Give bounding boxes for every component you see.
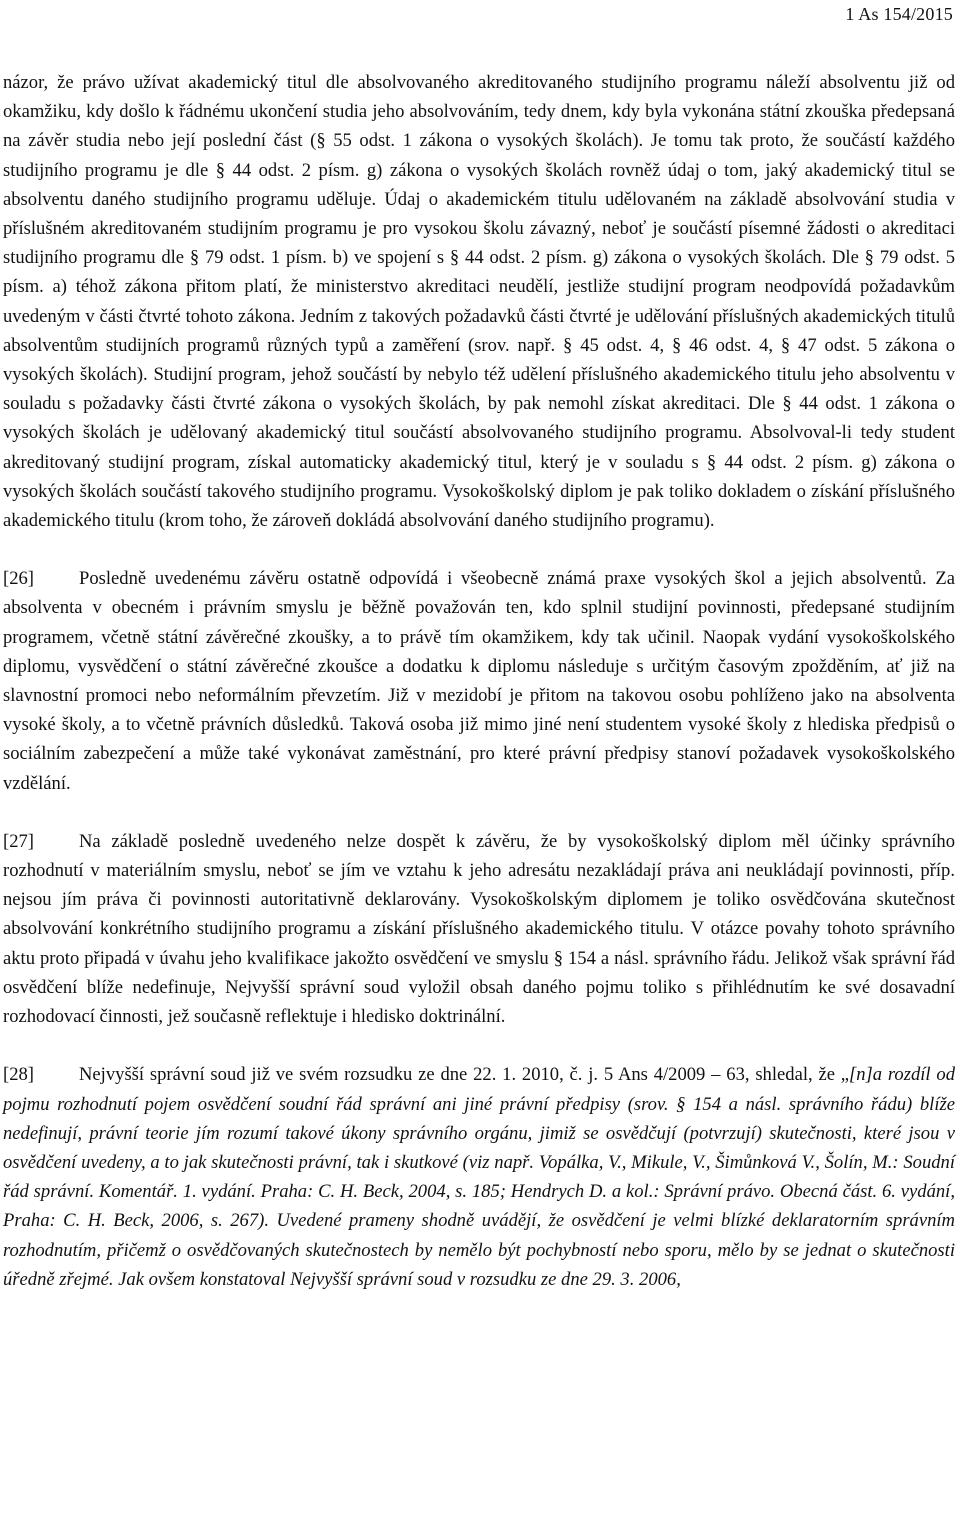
paragraph-text: Na základě posledně uvedeného nelze dospět k závěru, že by vysokoškolský diplom měl účinky správního rozhodnutí v materiálním smyslu, neboť se jím ve vztahu k jeho adresátu nezakládají práva ani neukládají povinnosti, příp. nejsou jím práva či povinnosti autoritativně deklarovány. Vysokoškolským diplomem je toliko osvědčována skutečnost absolvování konkrétního studijního programu a získání příslušného akademického titulu. V otázce povahy tohoto správního aktu proto připadá v úvahu jeho kvalifikace jakožto osvědčení ve smyslu § 154 a násl. správního řádu. Jelikož však správní řád osvědčení blíže nedefinuje, Nejvyšší správní soud vyložil obsah daného pojmu toliko s přihlédnutím ke své dosavadní rozhodovací činnosti, jež současně reflektuje i hledisko doktrinální.: [3, 830, 955, 1028]
paragraph-26: [3, 564, 955, 798]
paragraph-number: [28]: [3, 1064, 34, 1086]
paragraph-gap: [3, 1031, 955, 1060]
document-body: [3, 68, 955, 1294]
paragraph-28: [3, 1060, 955, 1294]
case-number-header: 1 As 154/2015: [845, 4, 953, 24]
paragraph-27: [3, 827, 955, 1031]
paragraph-number: [27]: [3, 830, 34, 852]
paragraph-continuation: názor, že právo užívat akademický titul dle absolvovaného akreditovaného studijního programu náleží absolventu již od okamžiku, kdy došlo k řádnému ukončení studia jeho absolvováním, tedy dnem, kdy byla vykonána státní zkouška předepsaná na závěr studia nebo její poslední část (§ 55 odst. 1 zákona o vysokých školách). Je tomu tak proto, že součástí každého studijního programu je dle § 44 odst. 2 písm. g) zákona o vysokých školách rovněž údaj o tom, jaký akademický titul se absolventu daného studijního programu uděluje. Údaj o akademickém titulu udělovaném na základě absolvování studia v příslušném akreditovaném studijním programu je pro vysokou školu závazný, neboť je součástí písemné žádosti o akreditaci studijního programu dle § 79 odst. 1 písm. b) ve spojení s § 44 odst. 2 písm. g) zákona o vysokých školách. Dle § 79 odst. 5 písm. a) téhož zákona přitom platí, že ministerstvo akreditaci neudělí, jestliže studijní program neodpovídá požadavkům uvedeným v části čtvrté tohoto zákona. Jedním z takových požadavků části čtvrté je udělování příslušných akademických titulů absolventům studijních programů různých typů a zaměření (srov. např. § 45 odst. 4, § 46 odst. 4, § 47 odst. 5 zákona o vysokých školách). Studijní program, jehož součástí by nebylo též udělení příslušného akademického titulu jeho absolventu v souladu s požadavky části čtvrté zákona o vysokých školách, by pak nemohl získat akreditaci. Dle § 44 odst. 1 zákona o vysokých školách je udělovaný akademický titul součástí absolvovaného studijního programu. Absolvoval-li tedy student akreditovaný studijní program, získal automaticky akademický titul, který je v souladu s § 44 odst. 2 písm. g) zákona o vysokých školách součástí takového studijního programu. Vysokoškolský diplom je pak toliko dokladem o získání příslušného akademického titulu (krom toho, že zároveň dokládá absolvování daného studijního programu).: [3, 72, 955, 532]
paragraph-text: Posledně uvedenému závěru ostatně odpovídá i všeobecně známá praxe vysokých škol a jejich absolventů. Za absolventa v obecném i právním smyslu je běžně považován ten, kdo splnil studijní povinnosti, předepsané studijním programem, včetně státní závěrečné zkoušky, a to právě tím okamžikem, kdy tak učinil. Naopak vydání vysokoškolského diplomu, vysvědčení o státní závěrečné zkoušce a dodatku k diplomu následuje s určitým časovým zpožděním, ať již na slavnostní promoci nebo neformálním převzetím. Již v mezidobí je přitom na takovou osobu pohlíženo jako na absolventa vysoké školy, a to včetně právních důsledků. Taková osoba již mimo jiné není studentem vysoké školy z hlediska předpisů o sociálním zabezpečení a může také vykonávat zaměstnání, pro které právní předpisy stanoví požadavek vysokoškolského vzdělání.: [3, 568, 955, 794]
paragraph-text: Nejvyšší správní soud již ve svém rozsudku ze dne 22. 1. 2010, č. j. 5 Ans 4/2009 – 63, shledal, že „: [79, 1064, 850, 1086]
paragraph-gap: [3, 535, 955, 564]
paragraph-gap: [3, 798, 955, 827]
paragraph-number: [26]: [3, 568, 34, 590]
quoted-citation: [n]a rozdíl od pojmu rozhodnutí pojem osvědčení soudní řád správní ani jiné právní předpisy (srov. § 154 a násl. správního řádu) blíže nedefinují, právní teorie jím rozumí takové úkony správního orgánu, jimiž se osvědčují (potvrzují) skutečnosti, které jsou v osvědčení uvedeny, a to jak skutečnosti právní, tak i skutkové (viz např. Vopálka, V., Mikule, V., Šimůnková V., Šolín, M.: Soudní řád správní. Komentář. 1. vydání. Praha: C. H. Beck, 2004, s. 185; Hendrych D. a kol.: Správní právo. Obecná část. 6. vydání, Praha: C. H. Beck, 2006, s. 267). Uvedené prameny shodně uvádějí, že osvědčení je velmi blízké deklaratorním správním rozhodnutím, přičemž o osvědčovaných skutečnostech by nemělo být pochybností nebo sporu, mělo by se jednat o skutečnosti úředně zřejmé. Jak ovšem konstatoval Nejvyšší správní soud v rozsudku ze dne 29. 3. 2006,: [3, 1064, 955, 1290]
